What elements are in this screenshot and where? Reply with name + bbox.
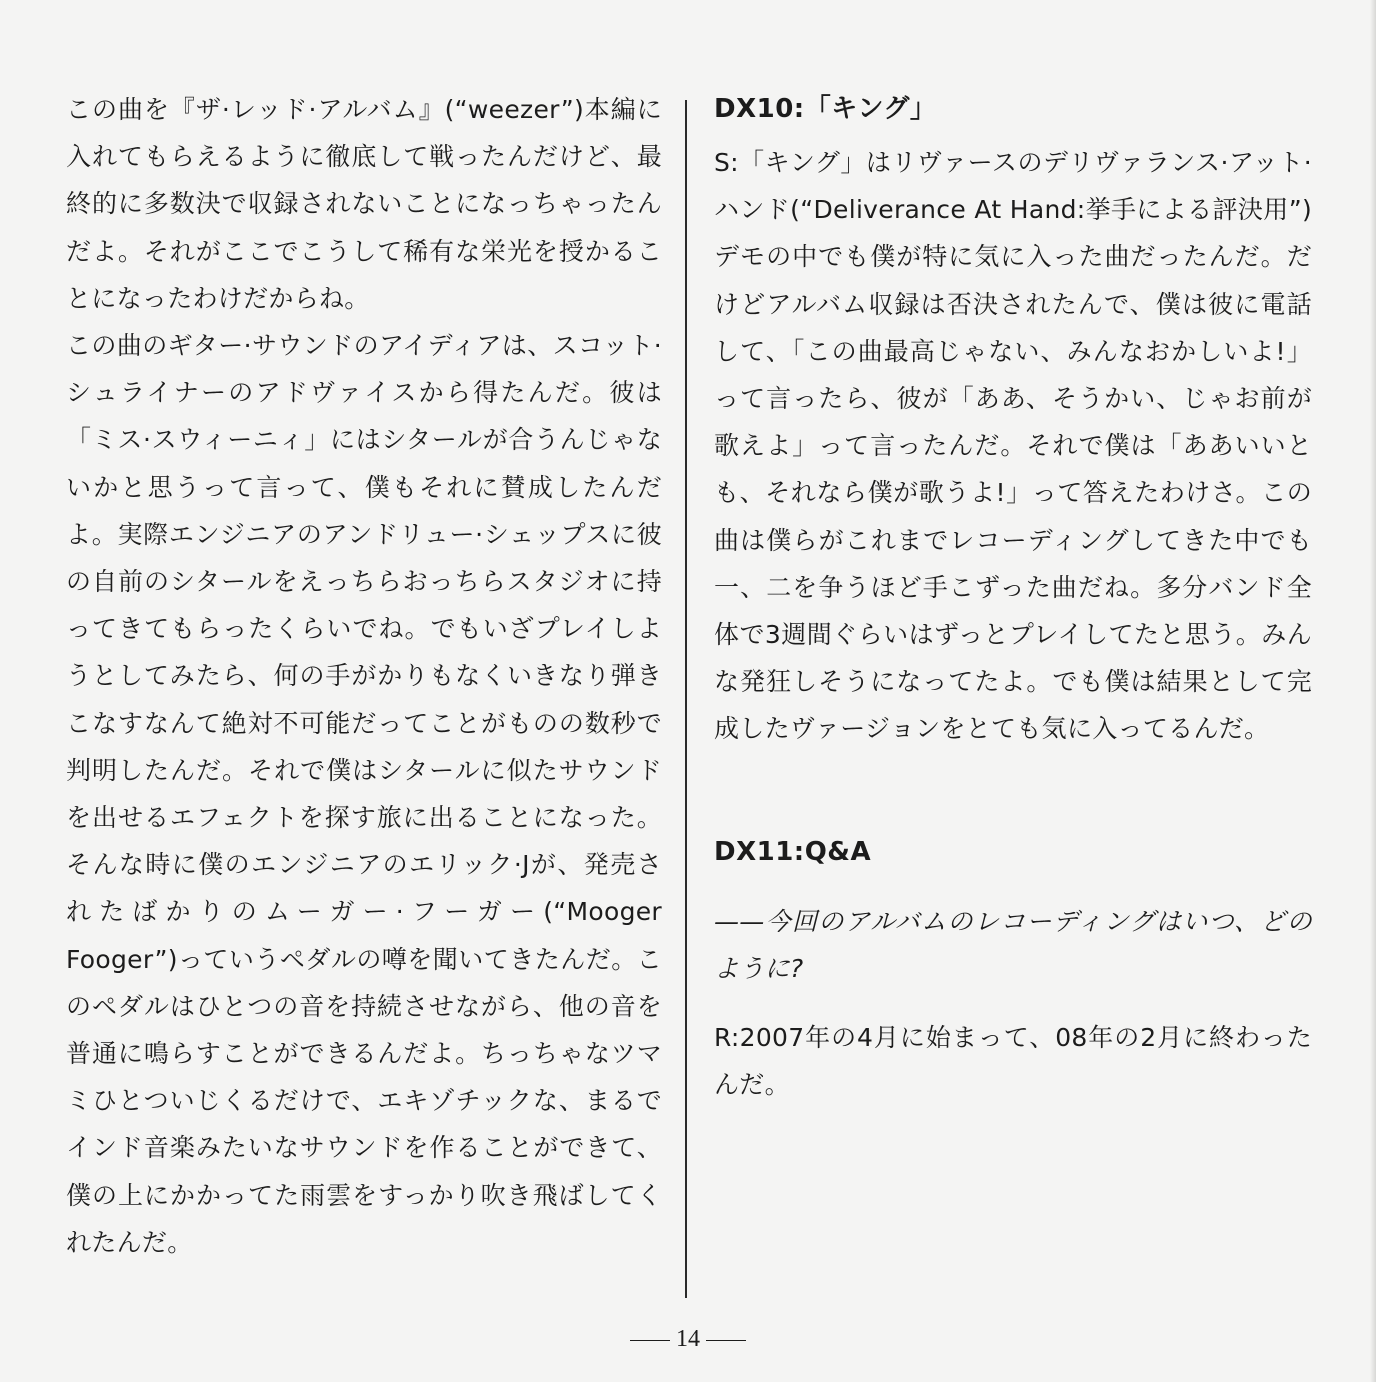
- right-column: [714, 86, 1312, 1108]
- section-heading-dx10: DX10:「キング」: [714, 94, 937, 124]
- section-body-dx10: S:「キング」はリヴァースのデリヴァランス·アット·ハンド(“Deliverance At Hand:挙手による評決用”)デモの中でも僕が特に気に入った曲だったんだ。だけどアルバム収録は否決されたんで、僕は彼に電話して、「この曲最高じゃない、みんなおかしいよ!」って言ったら、彼が「ああ、そうかい、じゃお前が歌えよ」って言ったんだ。それで僕は「ああいいとも、それなら僕が歌うよ!」って答えたわけさ。この曲は僕らがこれまでレコーディングしてきた中でも一、二を争うほど手こずった曲だね。多分バンド全体で3週間ぐらいはずっとプレイしてたと思う。みんな発狂しそうになってたよ。でも僕は結果として完成したヴァージョンをとても気に入ってるんだ。: [714, 148, 1312, 744]
- column-divider: [685, 100, 687, 1298]
- left-paragraph-2: この曲のギター·サウンドのアイディアは、スコット·シュライナーのアドヴァイスから得たんだ。彼は「ミス·スウィーニィ」にはシタールが合うんじゃないかと思うって言って、僕もそれに賛成したんだよ。実際エンジニアのアンドリュー·シェップスに彼の自前のシタールをえっちらおっちらスタジオに持ってきてもらったくらいでね。でもいざプレイしようとしてみたら、何の手がかりもなくいきなり弾きこなすなんて絶対不可能だってことがものの数秒で判明したんだ。それで僕はシタールに似たサウンドを出せるエフェクトを探す旅に出ることになった。そんな時に僕のエンジニアのエリック·Jが、発売されたばかりのムーガー·フーガー(“Mooger Fooger”)っていうペダルの噂を聞いてきたんだ。このペダルはひとつの音を持続させながら、他の音を普通に鳴らすことができるんだよ。ちっちゃなツマミひとついじくるだけで、エキゾチックな、まるでインド音楽みたいなサウンドを作ることができて、僕の上にかかってた雨雲をすっかり吹き飛ばしてくれたんだ。: [66, 331, 662, 1257]
- left-dash: [630, 1340, 670, 1342]
- left-column: [66, 86, 662, 1266]
- right-dash: [706, 1340, 746, 1342]
- page-edge-shadow: [1370, 0, 1376, 1382]
- interview-answer: R:2007年の4月に始まって、08年の2月に終わったんだ。: [714, 1023, 1312, 1100]
- page-number: 14: [676, 1326, 700, 1352]
- page-number-footer: [0, 1326, 1376, 1353]
- left-paragraph-1: この曲を『ザ·レッド·アルバム』(“weezer”)本編に入れてもらえるように徹底して戦ったんだけど、最終的に多数決で収録されないことになっちゃったんだよ。それがここでこうして稀有な栄光を授かることになったわけだからね。: [66, 95, 662, 313]
- section-heading-dx11: DX11:Q&A: [714, 836, 872, 867]
- interview-question: ——今回のアルバムのレコーディングはいつ、どのように?: [714, 906, 1312, 983]
